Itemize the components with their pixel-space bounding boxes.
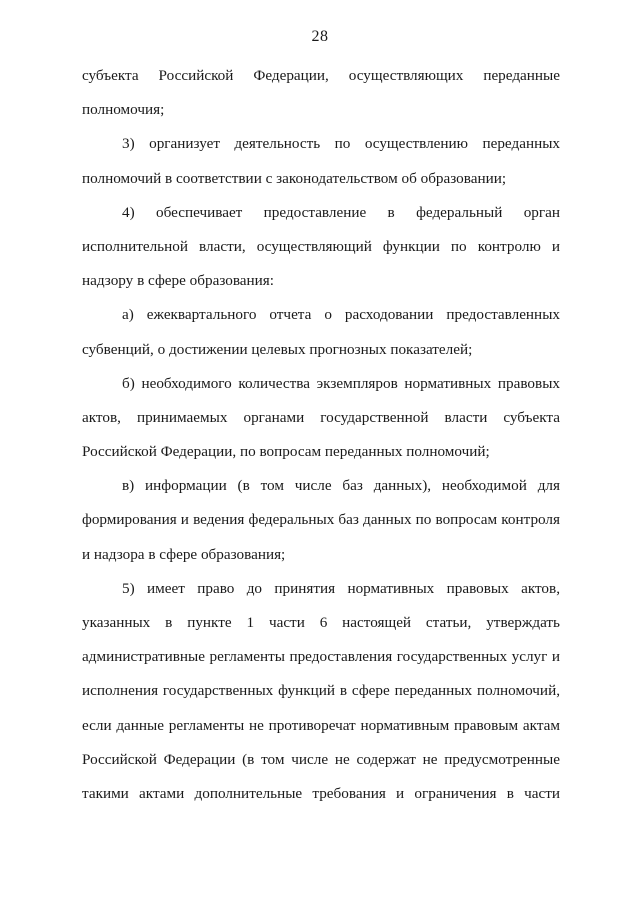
text-line: Российской Федерации, по вопросам переданных полномочий; — [82, 443, 490, 461]
text-line: исполнительной власти, осуществляющий функции по контролю и — [82, 237, 560, 255]
page-number: 28 — [311, 28, 329, 45]
text-line: полномочий в соответствии с законодательством об образовании; — [82, 169, 507, 187]
text-line: субъекта Российской Федерации, осуществляющих переданные — [82, 67, 560, 84]
text-line: указанных в пункте 1 части 6 настоящей статьи, утверждать — [82, 614, 560, 631]
text-line: 3) организует деятельность по осуществлению переданных — [122, 135, 560, 153]
text-line: и надзора в сфере образования; — [82, 545, 286, 563]
text-line: Российской Федерации (в том числе не содержат не предусмотренные — [82, 750, 560, 768]
text-line: а) ежеквартального отчета о расходовании предоставленных — [122, 306, 560, 324]
text-line: административные регламенты предоставления государственных услуг и — [82, 648, 560, 666]
document-body — [82, 62, 560, 814]
text-line: исполнения государственных функций в сфере переданных полномочий, — [82, 682, 560, 700]
text-line: в) информации (в том числе баз данных), необходимой для — [122, 477, 560, 495]
text-line: 5) имеет право до принятия нормативных правовых актов, — [122, 579, 560, 597]
text-line: б) необходимого количества экземпляров нормативных правовых — [122, 374, 560, 392]
text-line: актов, принимаемых органами государственной власти субъекта — [82, 408, 560, 426]
text-line: 4) обеспечивает предоставление в федеральный орган — [122, 203, 560, 221]
text-line: если данные регламенты не противоречат нормативным правовым актам — [82, 716, 560, 734]
text-line: такими актами дополнительные требования и ограничения в части — [82, 784, 560, 802]
text-line: надзору в сфере образования: — [82, 272, 275, 290]
text-line: полномочия; — [82, 101, 165, 119]
text-line: формирования и ведения федеральных баз данных по вопросам контроля — [82, 511, 560, 529]
text-line: субвенций, о достижении целевых прогнозных показателей; — [82, 340, 473, 358]
